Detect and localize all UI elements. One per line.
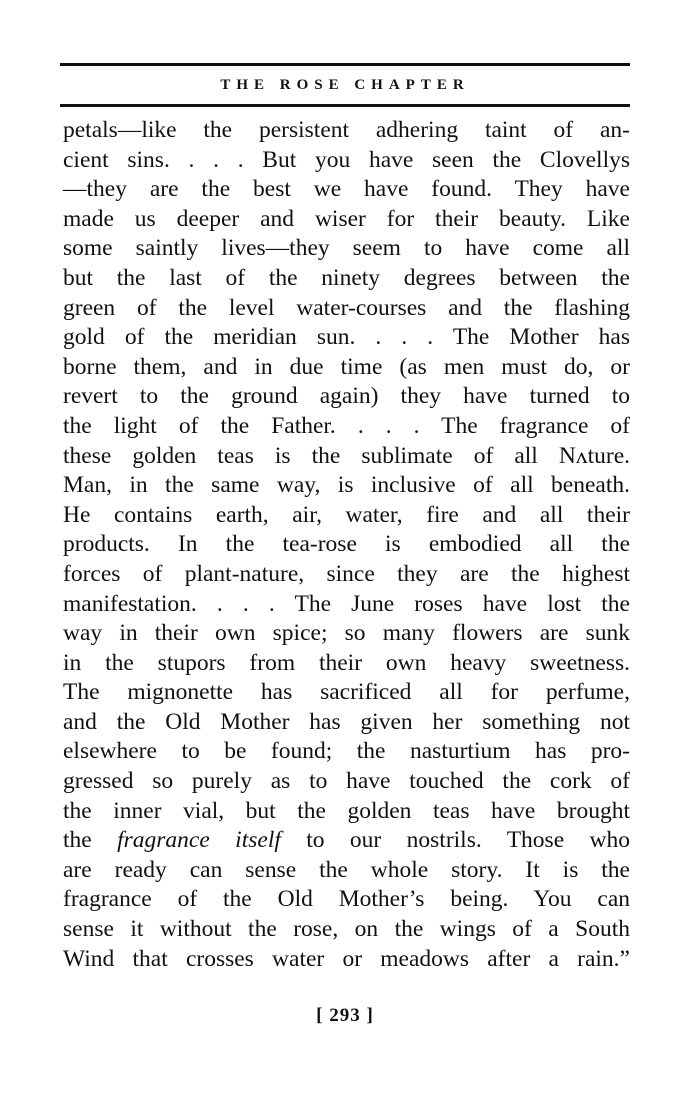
text-line: the inner vial, but the golden teas have brought: [63, 797, 630, 824]
text-fragment: to our nostrils. Those who: [280, 827, 630, 854]
text-line: these golden teas is the sublimate of all Nʌture.: [63, 442, 630, 469]
text-line: products. In the tea-rose is embodied all the: [63, 531, 630, 558]
text-line: borne them, and in due time (as men must do, or: [63, 353, 630, 380]
text-line: the light of the Father. . . . The fragrance of: [63, 412, 630, 439]
text-line: green of the level water-courses and the flashing: [63, 294, 630, 321]
text-line: elsewhere to be found; the nasturtium has pro-: [63, 738, 630, 765]
text-line: fragrance of the Old Mother’s being. You can: [63, 886, 630, 913]
text-line: in the stupors from their own heavy sweetness.: [63, 649, 630, 676]
page-number: [ 293 ]: [316, 1005, 374, 1026]
text-line: are ready can sense the whole story. It is the: [63, 856, 630, 883]
text-line: revert to the ground again) they have turned to: [63, 383, 630, 410]
italic-phrase: fragrance itself: [117, 827, 281, 854]
text-line: manifestation. . . . The June roses have lost the: [63, 590, 630, 617]
header-rule-bottom: [60, 104, 630, 107]
text-line: He contains earth, air, water, fire and all their: [63, 501, 630, 528]
text-line: The mignonette has sacrificed all for perfume,: [63, 679, 630, 706]
text-line: cient sins. . . . But you have seen the Clovellys: [63, 146, 630, 173]
text-line: —they are the best we have found. They have: [63, 176, 630, 203]
text-line: petals—like the persistent adhering taint of an-: [63, 117, 630, 143]
running-head: THE ROSE CHAPTER: [220, 77, 470, 93]
text-line: gressed so purely as to have touched the cork of: [63, 768, 630, 795]
text-line-with-italic: [63, 826, 630, 856]
text-line: forces of plant-nature, since they are the highest: [63, 560, 630, 587]
text-line: made us deeper and wiser for their beauty. Like: [63, 205, 630, 232]
text-line: and the Old Mother has given her something not: [63, 708, 630, 735]
text-fragment: the: [63, 827, 118, 854]
header-rule-top: [60, 63, 630, 66]
text-line: Wind that crosses water or meadows after a rain.”: [63, 945, 630, 972]
text-line: way in their own spice; so many flowers are sunk: [63, 620, 630, 647]
text-line: gold of the meridian sun. . . . The Mother has: [63, 324, 630, 351]
text-line: but the last of the ninety degrees between the: [63, 264, 630, 291]
text-line: Man, in the same way, is inclusive of all beneath.: [63, 472, 630, 499]
body-text: [63, 116, 630, 974]
text-line: some saintly lives—they seem to have come all: [63, 235, 630, 262]
text-line: sense it without the rose, on the wings of a South: [63, 916, 630, 943]
